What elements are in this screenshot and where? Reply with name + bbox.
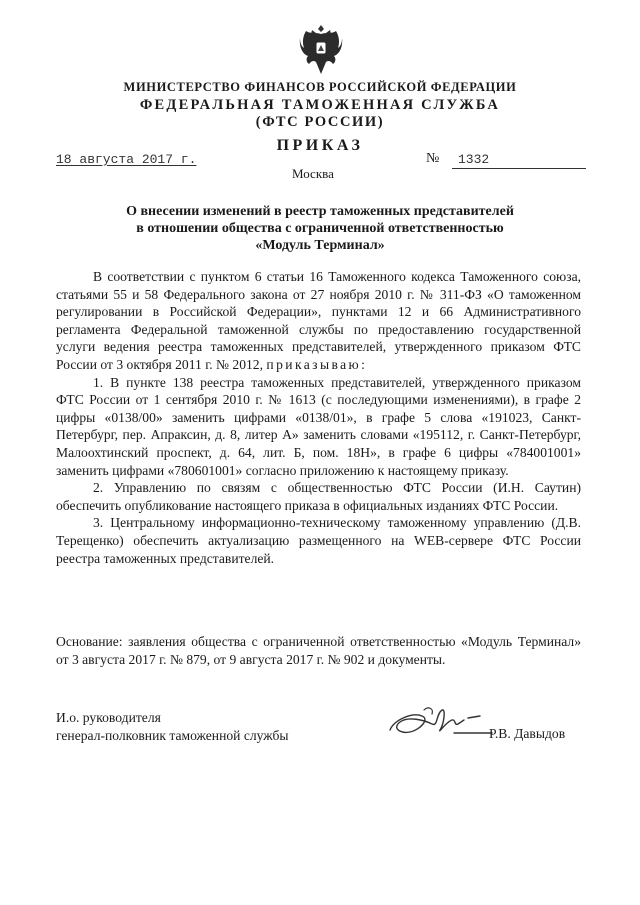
order-item-2: 2. Управлению по связям с общественностью ФТС России (И.Н. Саутин) обеспечить опубликование настоящего приказа в официальных изданиях ФТС России. [56, 480, 581, 513]
title-line-3: «Модуль Терминал» [255, 238, 385, 253]
document-title [80, 203, 560, 254]
title-line-1: О внесении изменений в реестр таможенных представителей [126, 204, 514, 219]
handwritten-signature [384, 700, 494, 742]
order-number: 1332 [452, 152, 586, 169]
document-body [56, 268, 581, 567]
signatory-role-line-2: генерал-полковник таможенной службы [56, 728, 289, 743]
signatory-name: Р.В. Давыдов [489, 726, 566, 741]
signatory-role [56, 709, 289, 745]
coat-of-arms-emblem [298, 22, 344, 76]
number-label: № [426, 151, 440, 166]
order-word: приказываю: [266, 356, 368, 372]
order-date: 18 августа 2017 г. [56, 152, 197, 167]
service-abbreviation: (ФТС РОССИИ) [255, 114, 385, 130]
signatory-role-line-1: И.о. руководителя [56, 710, 161, 725]
document-type-heading: ПРИКАЗ [276, 137, 364, 154]
ministry-heading: МИНИСТЕРСТВО ФИНАНСОВ РОССИЙСКОЙ ФЕДЕРАЦИИ [123, 80, 517, 94]
intro-paragraph [56, 268, 581, 374]
order-item-3: 3. Центральному информационно-техническому таможенному управлению (Д.В. Терещенко) обеспечить актуализацию размещенного на WEB-сервере ФТС России реестра таможенных представителей. [56, 515, 581, 566]
intro-text: В соответствии с пунктом 6 статьи 16 Таможенного кодекса Таможенного союза, статьями 55 и 58 Федерального закона от 27 ноября 2010 г. № 311-ФЗ «О таможенном регулировании в Российской Федерации», пунктами 12 и 66 Административного регламента Федеральной таможенной службы по предоставлению государственной услуги ведения реестра таможенных представителей, утвержденного приказом ФТС России от 3 октября 2011 г. № 2012, [56, 269, 581, 372]
title-line-2: в отношении общества с ограниченной ответственностью [136, 221, 504, 236]
order-item-1: 1. В пункте 138 реестра таможенных представителей, утвержденного приказом ФТС России от 1 сентября 2010 г. № 1613 (с последующими изменениями), в графе 2 цифры «0138/00» заменить цифрами «0138/01», в графе 5 слова «191023, Санкт-Петербург, пер. Апраксин, д. 8, литер А» заменить словами «195112, г. Санкт-Петербург, Малоохтинский проспект, д. 64, лит. Б, пом. 18Н», в графе 6 цифры «784001001» заменить цифрами «780601001» согласно приложению к настоящему приказу. [56, 374, 581, 478]
service-heading: ФЕДЕРАЛЬНАЯ ТАМОЖЕННАЯ СЛУЖБА [139, 97, 501, 113]
basis-paragraph: Основание: заявления общества с ограниченной ответственностью «Модуль Терминал» от 3 августа 2017 г. № 879, от 9 августа 2017 г. № 902 и документы. [56, 634, 581, 667]
city: Москва [292, 166, 334, 181]
